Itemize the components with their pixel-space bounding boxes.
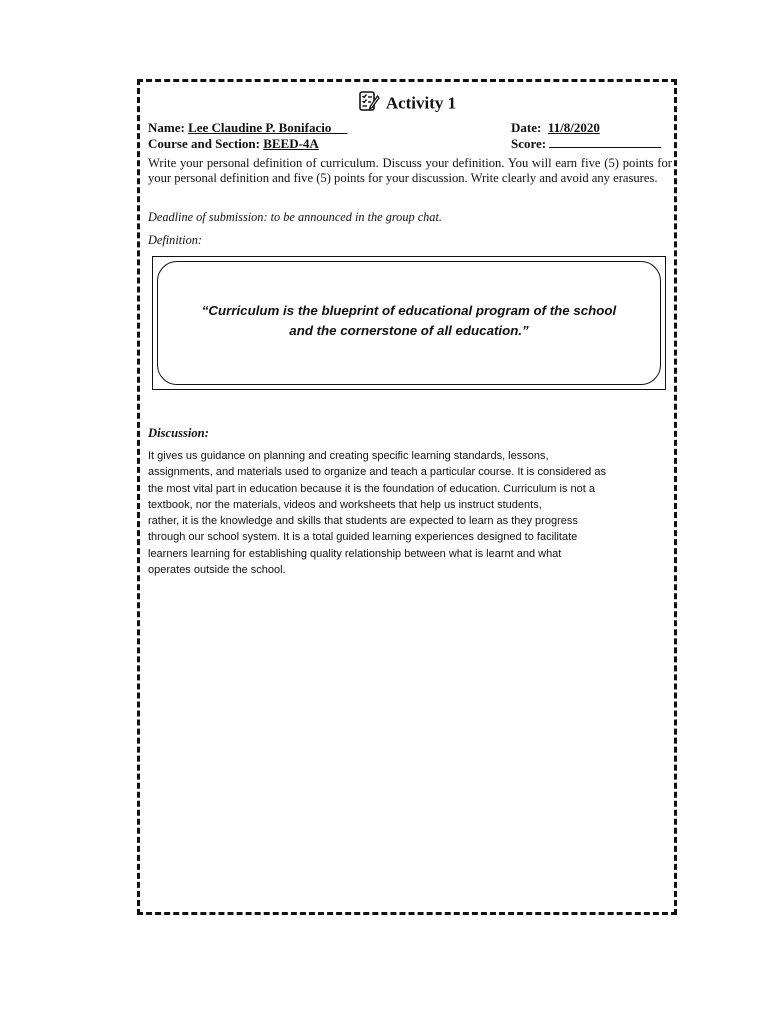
score-field [549,136,661,148]
score-label: Score: [511,136,547,151]
activity-sheet [137,79,677,915]
name-label: Name: [148,120,185,135]
date-value: 11/8/2020 [547,120,600,135]
definition-line: “Curriculum is the blueprint of educational program of the school [201,303,617,318]
definition-line: and the cornerstone of all education.” [289,323,529,338]
definition-quote [153,301,665,341]
definition-box [152,256,666,390]
discussion-line: rather, it is the knowledge and skills that students are expected to learn as they progress [148,515,578,528]
name-row [148,120,348,136]
date-label: Date: [511,120,542,135]
discussion-line: learners learning for establishing quality relationship between what is learnt and what [148,547,562,560]
date-row [511,120,600,136]
title-row [140,90,674,117]
discussion-body [148,448,674,578]
discussion-line: It gives us guidance on planning and creating specific learning standards, lessons, [148,450,549,462]
discussion-line: textbook, nor the materials, videos and worksheets that help us instruct students, [148,498,542,511]
checklist-icon [358,90,380,117]
discussion-line: assignments, and materials used to organize and teach a particular course. It is considered as [148,466,606,479]
name-value: Lee Claudine P. Bonifacio [188,120,332,135]
page-title: Activity 1 [385,93,457,113]
discussion-label: Discussion: [148,426,209,440]
definition-label: Definition: [148,233,202,247]
discussion-line: through our school system. It is a total guided learning experiences designed to facilitate [148,531,578,544]
discussion-line: operates outside the school. [148,564,286,577]
course-value: BEED-4A [263,136,319,151]
discussion-line: the most vital part in education because it is the foundation of education. Curriculum is not a [148,482,595,495]
course-label: Course and Section: [148,136,260,151]
score-row [511,136,661,152]
instructions-text: Write your personal definition of curriculum. Discuss your definition. You will earn five (5) points for your personal definition and five (5) points for your discussion. Write clearly and avoid any erasures. [148,156,672,185]
deadline-text: Deadline of submission: to be announced in the group chat. [148,210,442,224]
course-row [148,136,319,152]
